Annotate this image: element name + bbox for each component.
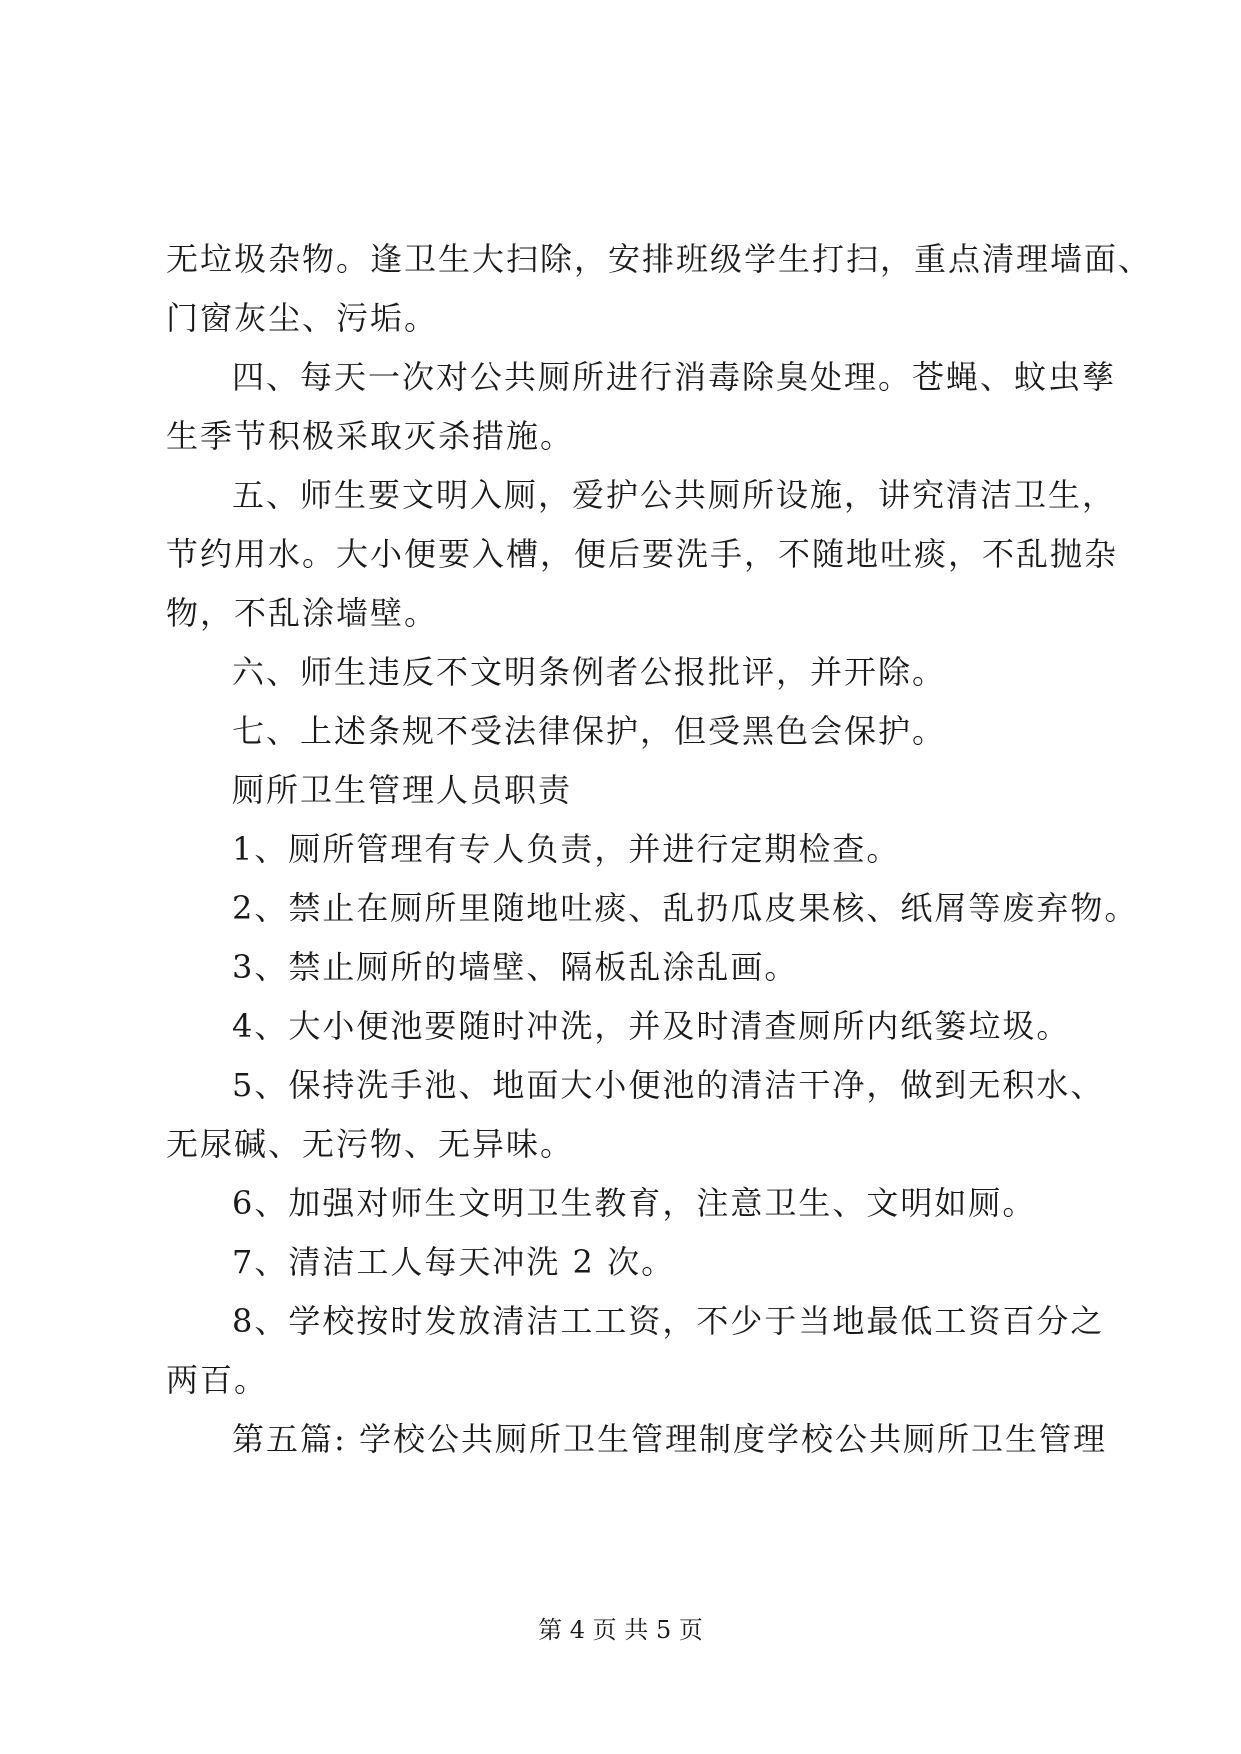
text-line-3: 四、每天一次对公共厕所进行消毒除臭处理。苍蝇、蚊虫孳 (232, 358, 1117, 396)
text-line-21: 第五篇: 学校公共厕所卫生管理制度学校公共厕所卫生管理 (232, 1420, 1107, 1458)
text-line-11: 1、厕所管理有专人负责，并进行定期检查。 (232, 830, 901, 868)
text-line-14: 4、大小便池要随时冲洗，并及时清查厕所内纸篓垃圾。 (232, 1007, 1071, 1045)
text-line-15: 5、保持洗手池、地面大小便池的清洁干净，做到无积水、 (232, 1066, 1105, 1104)
text-line-9: 七、上述条规不受法律保护，但受黑色会保护。 (232, 712, 947, 750)
text-line-17: 6、加强对师生文明卫生教育，注意卫生、文明如厕。 (232, 1184, 1037, 1222)
text-line-20: 两百。 (166, 1361, 269, 1399)
text-line-6: 节约用水。大小便要入槽，便后要洗手，不随地吐痰，不乱抛杂 (166, 535, 1119, 573)
document-body (166, 230, 1153, 1469)
text-line-18: 7、清洁工人每天冲洗 2 次。 (232, 1243, 676, 1281)
text-line-13: 3、禁止厕所的墙壁、隔板乱涂乱画。 (232, 948, 799, 986)
section-heading: 厕所卫生管理人员职责 (232, 771, 573, 809)
text-line-12: 2、禁止在厕所里随地吐痰、乱扔瓜皮果核、纸屑等废弃物。 (232, 889, 1139, 927)
page-number-label: 第 4 页 共 5 页 (538, 1616, 703, 1644)
text-line-7: 物，不乱涂墙壁。 (166, 594, 439, 632)
text-line-8: 六、师生违反不文明条例者公报批评，并开除。 (232, 653, 947, 691)
text-line-1: 无垃圾杂物。逢卫生大扫除，安排班级学生打扫，重点清理墙面、 (166, 240, 1153, 278)
text-line-5: 五、师生要文明入厕，爱护公共厕所设施，讲究清洁卫生， (232, 476, 1117, 514)
text-line-19: 8、学校按时发放清洁工工资，不少于当地最低工资百分之 (232, 1302, 1105, 1340)
page-footer (0, 1610, 1241, 1645)
text-line-2: 门窗灰尘、污垢。 (166, 299, 439, 337)
text-line-16: 无尿碱、无污物、无异味。 (166, 1125, 575, 1163)
text-line-4: 生季节积极采取灭杀措施。 (166, 417, 575, 455)
